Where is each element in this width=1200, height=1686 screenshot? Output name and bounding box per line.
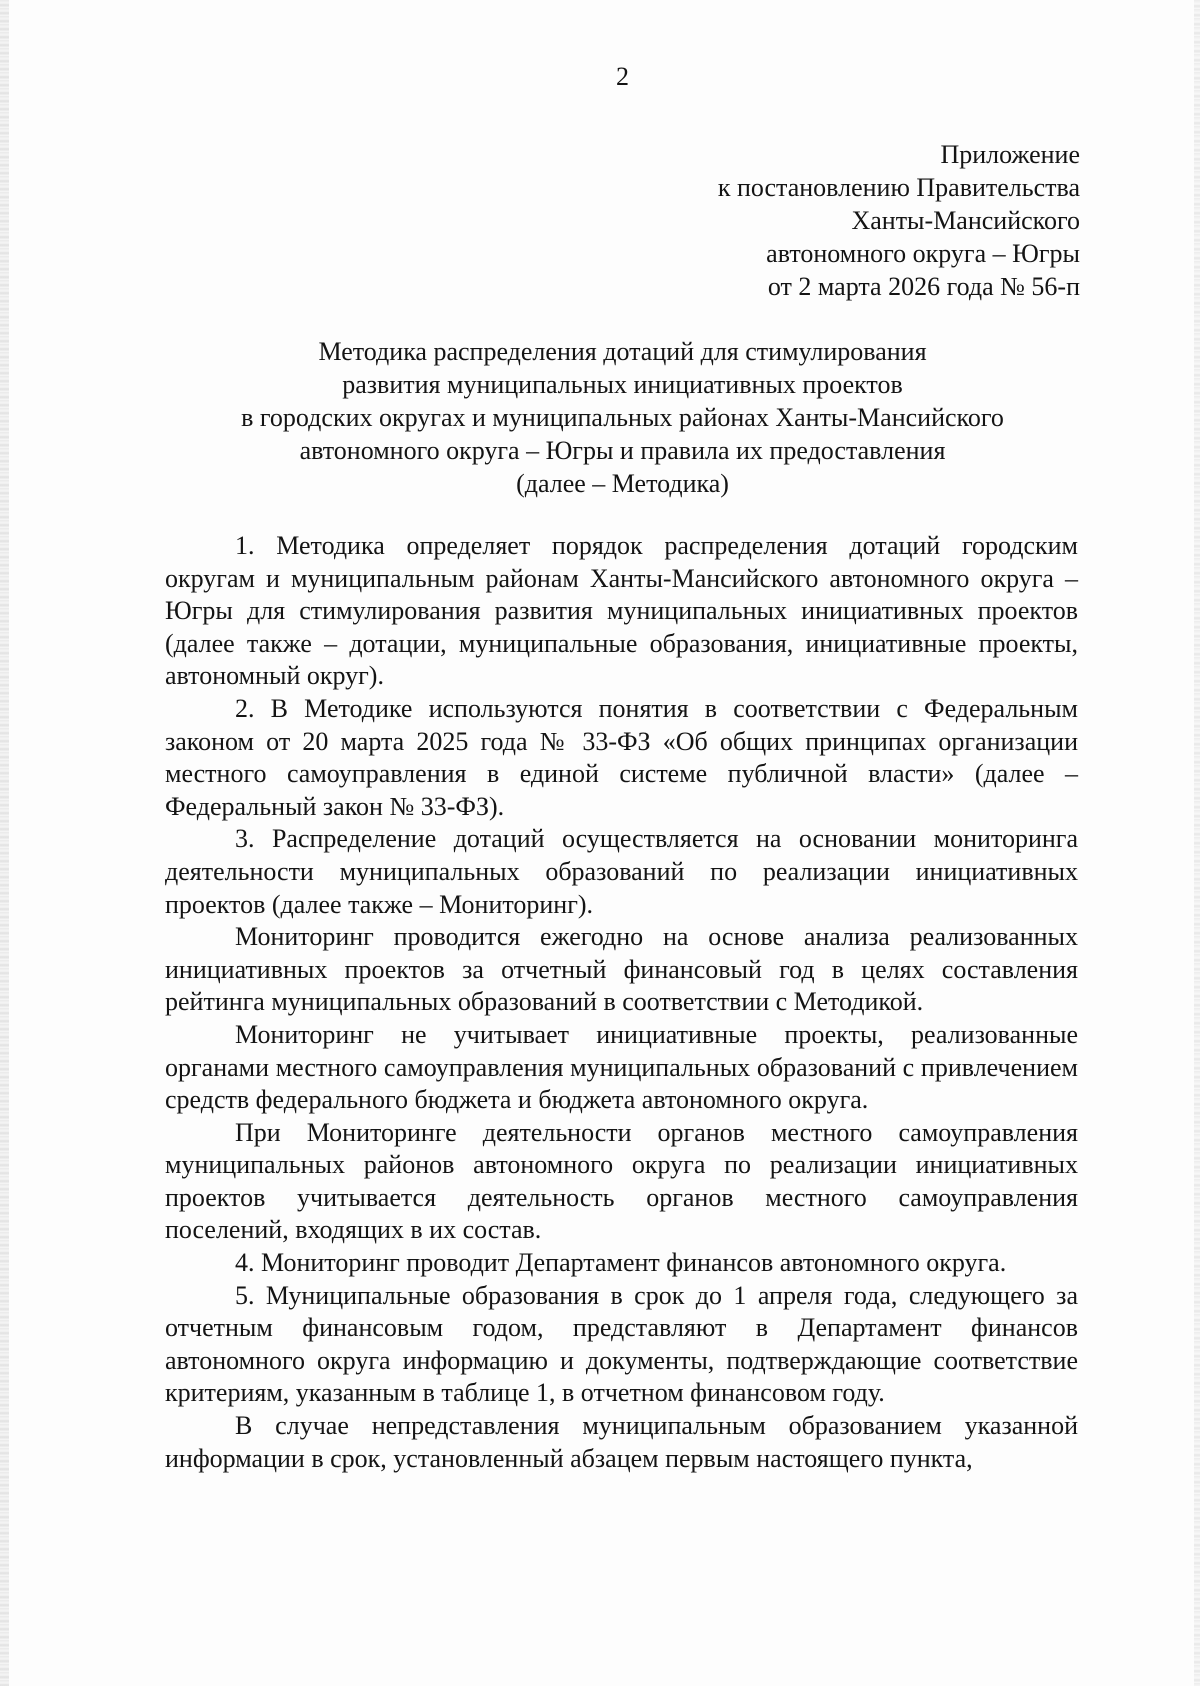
appendix-block bbox=[718, 138, 1080, 303]
appendix-line: от 2 марта 2026 года № 56-п bbox=[767, 272, 1080, 301]
title-line: автономного округа – Югры и правила их предоставления bbox=[299, 436, 946, 465]
paragraph-5-non-submission: В случае непредставления муниципальным образованием указанной информации в срок, установленный абзацем первым настоящего пункта, bbox=[165, 1411, 1078, 1473]
appendix-line: к постановлению Правительства bbox=[717, 173, 1080, 202]
paragraph-4: 4. Мониторинг проводит Департамент финансов автономного округа. bbox=[235, 1248, 1007, 1278]
title-line: (далее – Методика) bbox=[516, 469, 729, 498]
appendix-line: Ханты-Мансийского bbox=[851, 206, 1080, 235]
paragraph-3-municipal-districts: При Мониторинге деятельности органов местного самоуправления муниципальных районов автономного округа по реализации инициативных проектов учитывается деятельность органов местного самоуправления поселений, входящих в их состав. bbox=[165, 1117, 1078, 1245]
paragraph-2: 2. В Методике используются понятия в соответствии с Федеральным законом от 20 марта 2025 года № 33-ФЗ «Об общих принципах организации местного самоуправления в единой системе публичной власти» (далее – Федеральный закон № 33-ФЗ). bbox=[165, 693, 1078, 821]
title-line: развития муниципальных инициативных проектов bbox=[342, 370, 903, 399]
title-line: Методика распределения дотаций для стимулирования bbox=[318, 337, 927, 366]
page-number: 2 bbox=[616, 62, 629, 91]
paragraph-3: 3. Распределение дотаций осуществляется на основании мониторинга деятельности муниципальных образований по реализации инициативных проектов (далее также – Мониторинг). bbox=[165, 824, 1078, 919]
paragraph-3-monitoring-frequency: Мониторинг проводится ежегодно на основе анализа реализованных инициативных проектов за отчетный финансовый год в целях составления рейтинга муниципальных образований в соответствии с Методикой. bbox=[165, 922, 1078, 1017]
scan-edge-left bbox=[0, 0, 9, 1686]
scan-edge-right bbox=[1194, 0, 1200, 1686]
document-title bbox=[165, 335, 1080, 500]
title-line: в городских округах и муниципальных районах Ханты-Мансийского bbox=[241, 403, 1004, 432]
paragraph-1: 1. Методика определяет порядок распределения дотаций городским округам и муниципальным районам Ханты-Мансийского автономного округа – Югры для стимулирования развития муниципальных инициативных проектов (далее также – дотации, муниципальные образования, инициативные проекты, автономный округ). bbox=[165, 531, 1078, 691]
document-body bbox=[165, 530, 1078, 1475]
appendix-line: Приложение bbox=[940, 140, 1080, 169]
paragraph-3-monitoring-exclusions: Мониторинг не учитывает инициативные проекты, реализованные органами местного самоуправления муниципальных образований с привлечением средств федерального бюджета и бюджета автономного округа. bbox=[165, 1019, 1078, 1115]
paragraph-5: 5. Муниципальные образования в срок до 1 апреля года, следующего за отчетным финансовым годом, представляют в Департамент финансов автономного округа информацию и документы, подтверждающие соответствие критериям, указанным в таблице 1, в отчетном финансовом году. bbox=[165, 1280, 1078, 1408]
appendix-line: автономного округа – Югры bbox=[766, 239, 1080, 268]
